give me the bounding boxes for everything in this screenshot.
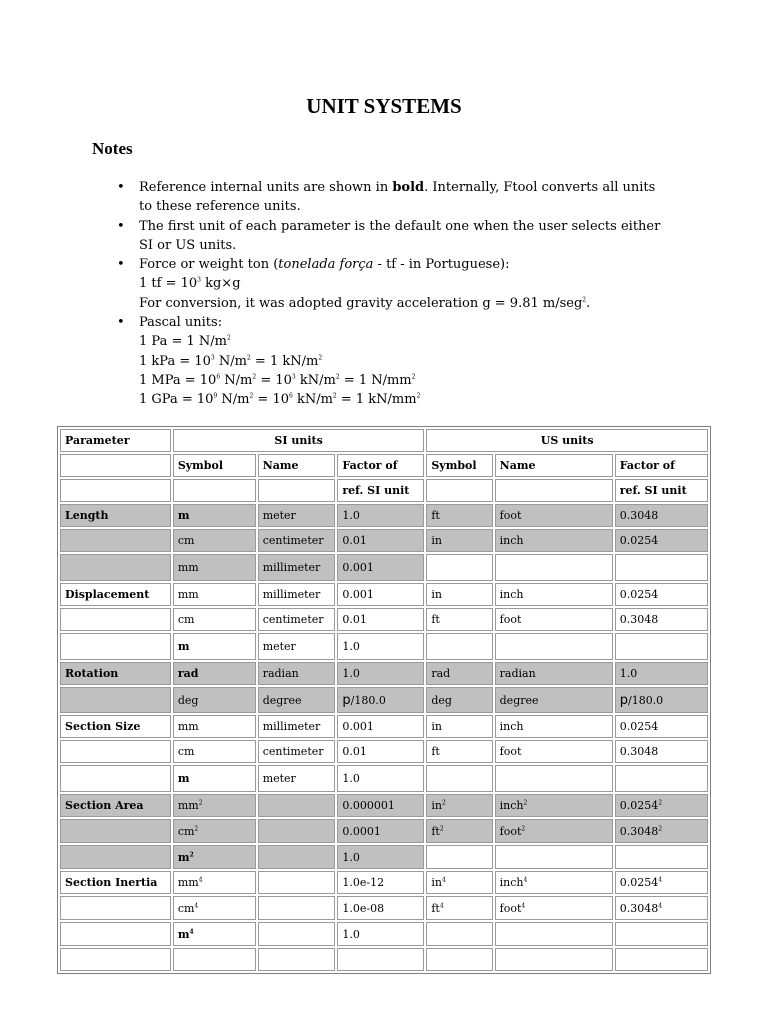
- table-cell: 0.3048: [615, 740, 708, 763]
- table-cell: $mm^2$: [173, 794, 256, 817]
- table-cell: inch: [495, 583, 613, 606]
- table-cell: inch$^2$: [495, 794, 613, 817]
- table-row: [60, 504, 708, 527]
- table-cell: $in^4$: [426, 871, 492, 894]
- table-cell: foot$^4$: [495, 896, 613, 920]
- table-cell: ft: [426, 608, 492, 631]
- page-title: UNIT SYSTEMS: [306, 94, 462, 118]
- table-cell: meter: [258, 504, 336, 527]
- header-parameter: Parameter: [60, 429, 171, 452]
- table-cell: deg: [173, 687, 256, 713]
- table-cell: cm: [173, 529, 256, 552]
- note-item: • Reference internal units are shown in bold. Internally, Ftool converts all units to these reference units.: [117, 178, 677, 217]
- table-cell: in: [426, 715, 492, 738]
- param-section-area: Section Area: [60, 794, 171, 817]
- notes-heading: Notes: [92, 139, 133, 158]
- table-row: [60, 633, 708, 660]
- header-si-name: Name: [258, 454, 336, 477]
- table-cell: $cm^4$: [173, 896, 256, 920]
- table-cell: in: [426, 583, 492, 606]
- table-cell: degree: [258, 687, 336, 713]
- table-cell: 1.0e-12: [337, 871, 424, 894]
- table-header-row: [60, 429, 708, 452]
- table-cell: $ft^4$: [426, 896, 492, 920]
- table-row: [60, 583, 708, 606]
- header-si-ref: ref. SI unit: [337, 479, 424, 502]
- header-si-symbol: Symbol: [173, 454, 256, 477]
- table-cell: m: [173, 765, 256, 792]
- table-cell: inch: [495, 529, 613, 552]
- param-section-size: Section Size: [60, 715, 171, 738]
- table-row: [60, 819, 708, 843]
- table-cell: 1.0: [337, 845, 424, 869]
- table-cell: mm: [173, 583, 256, 606]
- table-cell: 1.0: [337, 633, 424, 660]
- table-row: [60, 794, 708, 817]
- param-length: Length: [60, 504, 171, 527]
- table-cell: 1.0: [337, 662, 424, 685]
- table-cell: $in^2$: [426, 794, 492, 817]
- note-item: • Pascal units: 1 Pa = 1 $N/m^2$ 1 kPa = $10^3$ $N/m^2 = 1$ $kN/m^2$ 1 MPa = $10^6$ $N/m^2 = 10^3$ $kN/m^2 = 1$ $N/mm^2$ 1 GPa = $10^9$ $N/m^2 = 10^6$ $kN/m^2 = 1$ $kN/mm^2$: [117, 313, 677, 409]
- table-row: [60, 554, 708, 581]
- table-cell: foot: [495, 504, 613, 527]
- table-row: [60, 529, 708, 552]
- table-cell: $ft^2$: [426, 819, 492, 843]
- table-cell: 0.0254$^4$: [615, 871, 708, 894]
- header-us-units: US units: [426, 429, 708, 452]
- table-cell: 0.3048: [615, 608, 708, 631]
- table-cell: 0.0001: [337, 819, 424, 843]
- header-si-factor: Factor of: [337, 454, 424, 477]
- table-cell: 0.001: [337, 715, 424, 738]
- table-cell: rad: [173, 662, 256, 685]
- table-cell: centimeter: [258, 740, 336, 763]
- header-us-name: Name: [495, 454, 613, 477]
- table-cell: millimeter: [258, 554, 336, 581]
- table-cell: foot$^2$: [495, 819, 613, 843]
- table-row: [60, 948, 708, 971]
- table-cell: p/180.0: [615, 687, 708, 713]
- table-cell: inch$^4$: [495, 871, 613, 894]
- table-row: [60, 845, 708, 869]
- table-row: [60, 608, 708, 631]
- table-cell: 1.0: [337, 504, 424, 527]
- table-cell: m: [173, 633, 256, 660]
- table-cell: meter: [258, 765, 336, 792]
- table-cell: $m^4$: [173, 922, 256, 946]
- table-cell: 0.000001: [337, 794, 424, 817]
- table-row: [60, 662, 708, 685]
- table-cell: 1.0: [337, 765, 424, 792]
- table-cell: 1.0e-08: [337, 896, 424, 920]
- table-cell: cm: [173, 740, 256, 763]
- table-cell: ft: [426, 740, 492, 763]
- header-si-units: SI units: [173, 429, 425, 452]
- table-row: [60, 896, 708, 920]
- table-cell: centimeter: [258, 608, 336, 631]
- table-row: [60, 765, 708, 792]
- table-cell: mm: [173, 554, 256, 581]
- param-rotation: Rotation: [60, 662, 171, 685]
- table-cell: centimeter: [258, 529, 336, 552]
- note-item: • The first unit of each parameter is the default one when the user selects either SI or US units.: [117, 217, 677, 256]
- table-cell: radian: [495, 662, 613, 685]
- table-cell: radian: [258, 662, 336, 685]
- table-cell: mm: [173, 715, 256, 738]
- table-cell: millimeter: [258, 715, 336, 738]
- table-subheader-row: [60, 454, 708, 477]
- table-cell: p/180.0: [337, 687, 424, 713]
- table-cell: m: [173, 504, 256, 527]
- table-cell: 0.0254: [615, 529, 708, 552]
- table-cell: foot: [495, 740, 613, 763]
- table-cell: meter: [258, 633, 336, 660]
- table-cell: 1.0: [337, 922, 424, 946]
- header-us-ref: ref. SI unit: [615, 479, 708, 502]
- table-cell: 0.01: [337, 608, 424, 631]
- table-cell: rad: [426, 662, 492, 685]
- table-row: [60, 922, 708, 946]
- notes-list: [117, 178, 677, 410]
- table-cell: 0.0254: [615, 583, 708, 606]
- param-section-inertia: Section Inertia: [60, 871, 171, 894]
- table-cell: cm: [173, 608, 256, 631]
- table-cell: deg: [426, 687, 492, 713]
- table-cell: 1.0: [615, 662, 708, 685]
- table-cell: $cm^2$: [173, 819, 256, 843]
- unit-table: [57, 426, 711, 974]
- table-cell: millimeter: [258, 583, 336, 606]
- param-displacement: Displacement: [60, 583, 171, 606]
- table-cell: 0.3048$^4$: [615, 896, 708, 920]
- table-row: [60, 715, 708, 738]
- table-cell: ft: [426, 504, 492, 527]
- table-cell: $m^2$: [173, 845, 256, 869]
- header-us-symbol: Symbol: [426, 454, 492, 477]
- table-cell: 0.0254: [615, 715, 708, 738]
- table-cell: $mm^4$: [173, 871, 256, 894]
- table-cell: 0.01: [337, 740, 424, 763]
- table-cell: degree: [495, 687, 613, 713]
- table-cell: in: [426, 529, 492, 552]
- table-cell: 0.001: [337, 554, 424, 581]
- table-cell: 0.3048: [615, 504, 708, 527]
- table-row: [60, 687, 708, 713]
- table-cell: 0.001: [337, 583, 424, 606]
- table-cell: 0.01: [337, 529, 424, 552]
- note-item: • Force or weight ton (tonelada força - tf - in Portuguese): 1 tf = $10^3$ kg×g For conversion, it was adopted gravity acceleration g = 9.81 m/seg$^2$.: [117, 255, 677, 313]
- header-us-factor: Factor of: [615, 454, 708, 477]
- table-subheader-row: [60, 479, 708, 502]
- table-cell: inch: [495, 715, 613, 738]
- table-cell: 0.0254$^2$: [615, 794, 708, 817]
- table-cell: foot: [495, 608, 613, 631]
- table-row: [60, 740, 708, 763]
- table-cell: 0.3048$^2$: [615, 819, 708, 843]
- table-row: [60, 871, 708, 894]
